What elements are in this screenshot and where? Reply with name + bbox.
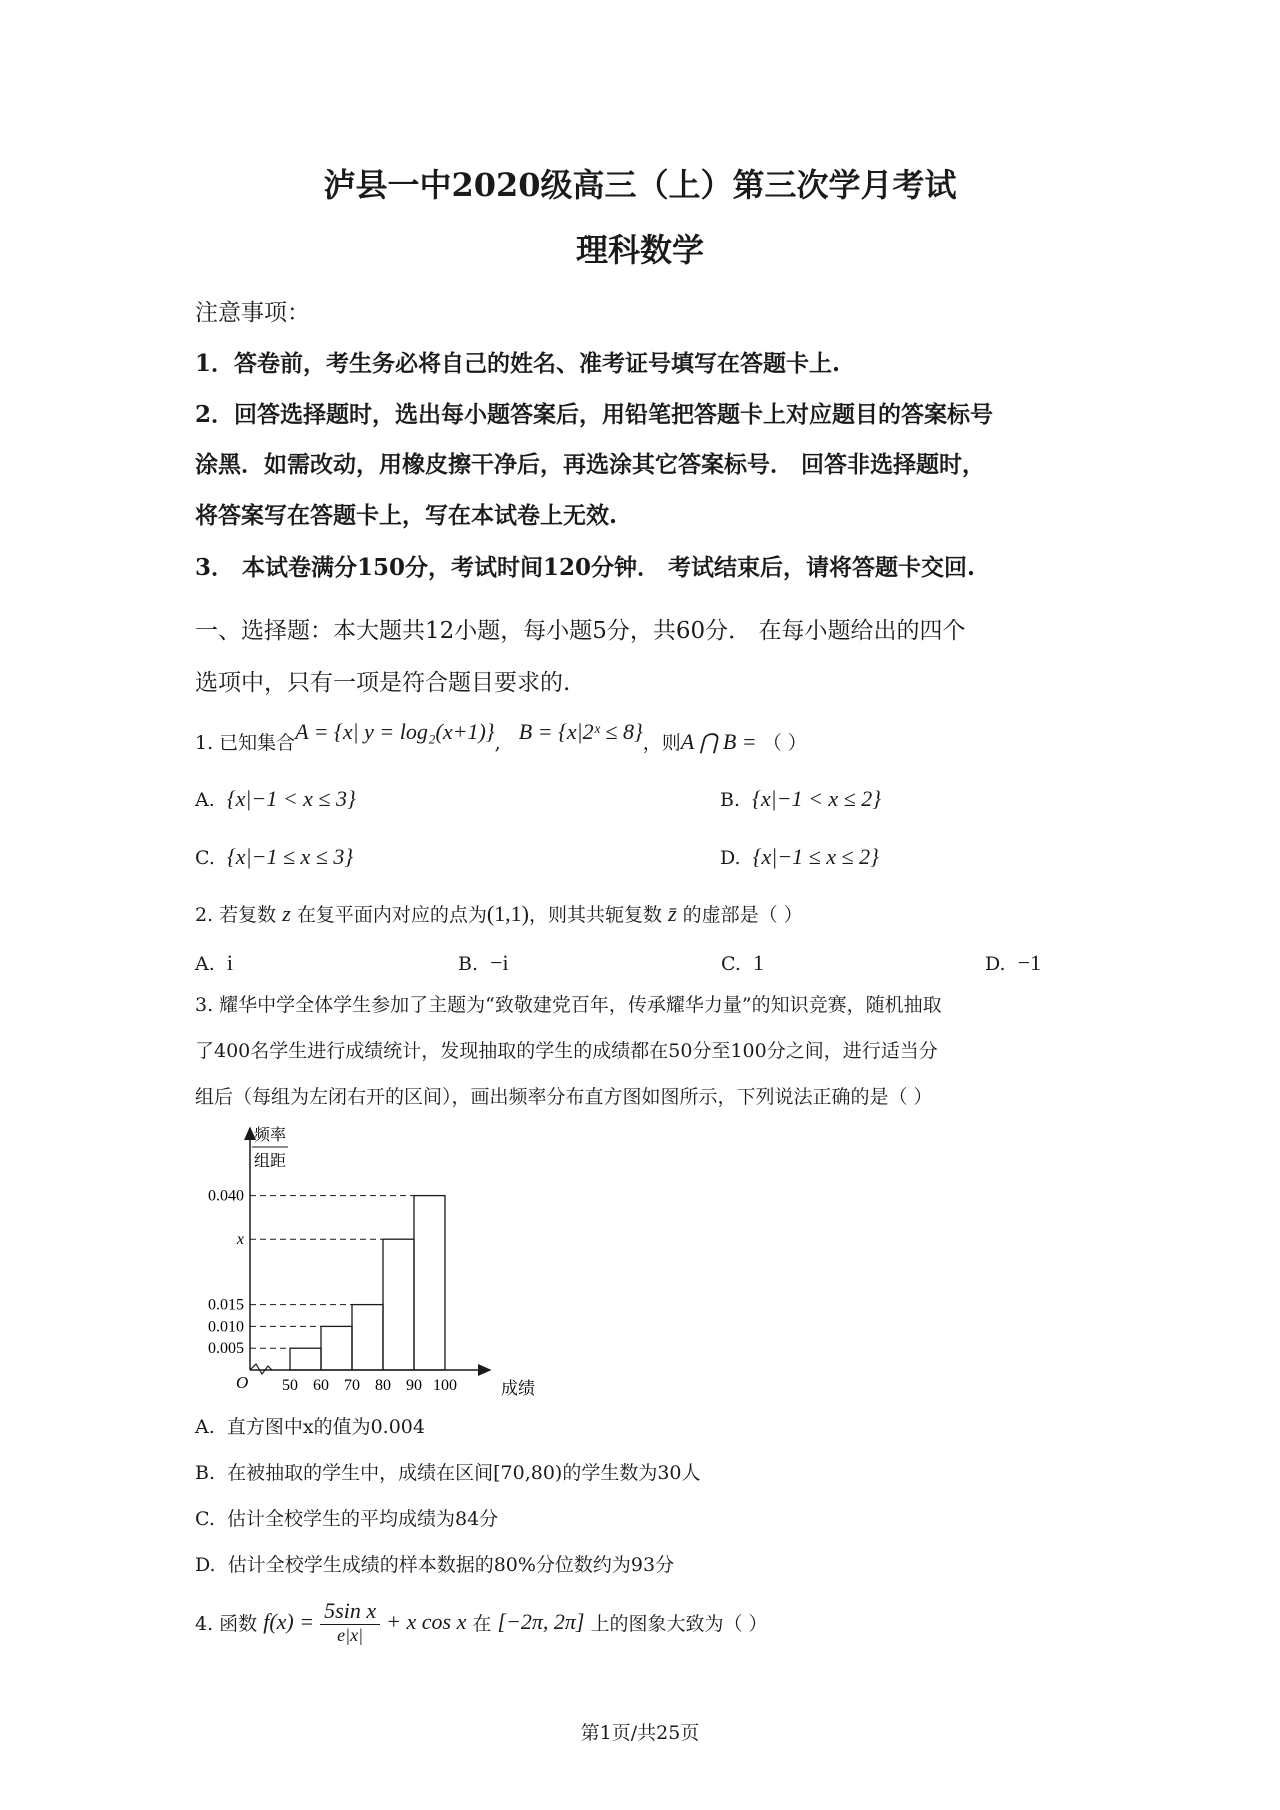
option-text: 估计全校学生的平均成绩为84分	[227, 1508, 499, 1530]
q1-comma: ,	[494, 732, 501, 754]
q2-zbar: z̄	[668, 901, 677, 926]
option-letter: D.	[985, 953, 1006, 975]
q4-function-rest: + x cos x	[386, 1609, 467, 1634]
axis-break	[250, 1364, 272, 1374]
q4-stem	[195, 1598, 768, 1654]
option-letter: A.	[195, 789, 215, 811]
option-text: {x|−1 ≤ x ≤ 2}	[752, 844, 879, 869]
q3-option-d[interactable]	[195, 1550, 674, 1577]
q3-option-c[interactable]	[195, 1504, 498, 1531]
q1-option-a[interactable]	[195, 786, 356, 812]
q3-stem-line-3: 组后（每组为左闭右开的区间），画出频率分布直方图如图所示，下列说法正确的是（ ）	[195, 1086, 933, 1108]
exam-title: 泸县一中2020级高三（上）第三次学月考试	[323, 166, 957, 204]
q2-text: 在复平面内对应的点为	[296, 904, 487, 926]
option-text: −1	[1017, 950, 1042, 975]
q1-set-b: B = {x|2ˣ ≤ 8}	[518, 719, 643, 744]
q2-text: ，则其共轭复数	[529, 904, 663, 926]
q2-point: (1,1)	[486, 901, 529, 926]
q1-option-d[interactable]	[720, 844, 879, 870]
q2-option-a[interactable]	[195, 950, 233, 976]
q4-denominator: e|x|	[337, 1625, 364, 1645]
option-text: {x|−1 < x ≤ 3}	[226, 786, 356, 811]
q2-option-c[interactable]	[721, 950, 764, 976]
section-heading-cont: 选项中，只有一项是符合题目要求的.	[195, 670, 571, 696]
q2-text: 的虚部是（ ）	[682, 904, 803, 926]
histogram-bar	[352, 1305, 383, 1370]
q4-text: 在	[472, 1612, 492, 1635]
q4-text: 上的图象大致为（ ）	[590, 1612, 768, 1635]
notice-item-2: 2．回答选择题时，选出每小题答案后，用铅笔把答题卡上对应题目的答案标号	[195, 401, 994, 428]
histogram-bar	[290, 1348, 321, 1370]
option-letter: D.	[195, 1554, 216, 1576]
notice-item-3: 3． 本试卷满分150分，考试时间120分钟． 考试结束后，请将答题卡交回.	[195, 554, 976, 581]
option-text: 直方图中x的值为0.004	[226, 1416, 425, 1438]
q1-set-a: A = {x| y = log₂(x+1)}	[295, 719, 495, 744]
q3-option-b[interactable]	[195, 1458, 701, 1485]
notice-item-2-cont2: 将答案写在答题卡上，写在本试卷上无效.	[195, 502, 618, 529]
y-axis-label-denominator: 组距	[253, 1153, 287, 1170]
q2-option-b[interactable]	[458, 950, 509, 976]
q3-stem-line-1: 3. 耀华中学全体学生参加了主题为“致敬建党百年，传承耀华力量”的知识竞赛，随机抽取	[195, 994, 942, 1016]
option-letter: C.	[721, 953, 741, 975]
option-letter: B.	[720, 789, 741, 811]
y-tick-label: 0.010	[208, 1318, 244, 1336]
option-letter: A.	[195, 953, 215, 975]
option-text: i	[226, 950, 233, 975]
origin-label: O	[236, 1373, 249, 1392]
option-text: {x|−1 < x ≤ 2}	[752, 786, 882, 811]
q1-then: ，则	[642, 732, 681, 754]
q1-intersection: A ⋂ B =	[680, 729, 757, 754]
q3-stem-line-2: 了400名学生进行成绩统计，发现抽取的学生的成绩都在50分至100分之间，进行适当分	[195, 1040, 938, 1062]
option-letter: B.	[458, 953, 479, 975]
q4-fraction	[320, 1598, 380, 1646]
option-letter: C.	[195, 1508, 215, 1530]
q4-function-lhs: f(x) =	[263, 1609, 315, 1634]
q1-answer-paren: （ ）	[762, 732, 807, 754]
x-tick-label: 100	[433, 1377, 457, 1394]
notice-item-2-cont: 涂黑．如需改动，用橡皮擦干净后，再选涂其它答案标号． 回答非选择题时，	[195, 451, 986, 478]
frequency-histogram	[190, 1118, 570, 1398]
y-tick-label: 0.005	[208, 1340, 244, 1358]
x-axis-label: 成绩	[501, 1379, 535, 1398]
y-tick-label: 0.015	[208, 1296, 244, 1314]
x-tick-label: 90	[406, 1377, 422, 1394]
option-text: −i	[490, 950, 509, 975]
histogram-bar	[321, 1326, 352, 1370]
option-text: 1	[753, 950, 764, 975]
q3-option-a[interactable]	[195, 1412, 425, 1439]
page-footer: 第1页/共25页	[580, 1722, 700, 1744]
q4-text: 4. 函数	[195, 1612, 258, 1635]
q1-option-b[interactable]	[720, 786, 881, 812]
histogram-bar	[383, 1239, 414, 1370]
q2-text: 2. 若复数	[195, 904, 277, 926]
q2-stem	[195, 900, 803, 927]
option-letter: D.	[720, 847, 741, 869]
section-heading: 一、选择题：本大题共12小题，每小题5分，共60分． 在每小题给出的四个	[195, 618, 966, 644]
subject-title: 理科数学	[575, 231, 704, 269]
y-tick-label: 0.040	[208, 1187, 244, 1205]
q1-prefix: 1. 已知集合	[195, 732, 296, 754]
q4-interval: [−2π, 2π]	[497, 1609, 585, 1634]
option-text: 估计全校学生成绩的样本数据的80%分位数约为93分	[227, 1554, 675, 1576]
notice-item-1: 1．答卷前，考生务必将自己的姓名、准考证号填写在答题卡上.	[195, 350, 841, 377]
option-letter: C.	[195, 847, 215, 869]
q2-option-d[interactable]	[985, 950, 1041, 976]
notice-heading: 注意事项：	[195, 300, 310, 326]
x-tick-label: 80	[375, 1377, 391, 1394]
y-tick-label: x	[236, 1231, 244, 1249]
q2-z: z	[282, 901, 291, 926]
histogram-bar	[414, 1196, 445, 1370]
q1-option-c[interactable]	[195, 844, 353, 870]
option-letter: A.	[195, 1416, 215, 1438]
q1-stem	[195, 719, 807, 755]
q4-numerator: 5sin x	[320, 1598, 380, 1625]
x-tick-label: 70	[344, 1377, 360, 1394]
y-axis-label-numerator: 频率	[253, 1127, 287, 1144]
x-tick-label: 50	[282, 1377, 298, 1394]
x-tick-label: 60	[313, 1377, 329, 1394]
option-letter: B.	[195, 1462, 216, 1484]
option-text: {x|−1 ≤ x ≤ 3}	[227, 844, 354, 869]
option-text: 在被抽取的学生中，成绩在区间[70,80)的学生数为30人	[227, 1462, 701, 1484]
